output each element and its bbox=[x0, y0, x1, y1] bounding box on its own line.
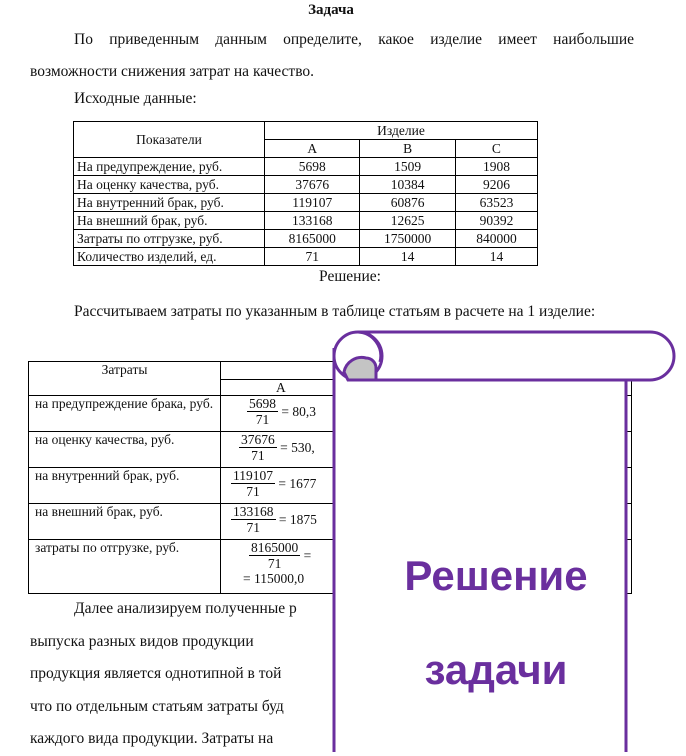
solution-heading: Решение: bbox=[319, 268, 381, 285]
table-row bbox=[74, 248, 538, 266]
table-row bbox=[74, 212, 538, 230]
row-label: Затраты по отгрузке, руб. bbox=[74, 230, 265, 248]
analysis-line: что по отдельным статьям затраты буд bbox=[30, 697, 284, 715]
cell-c: 1908 bbox=[455, 158, 537, 176]
result-value: = bbox=[303, 548, 312, 563]
cell-a: 119107 bbox=[265, 194, 360, 212]
banner-line-1: Решение bbox=[404, 552, 588, 599]
fraction: $\frac{8165000}{71}$ bbox=[251, 540, 299, 571]
fraction: $\frac{119107}{71}$ bbox=[233, 468, 273, 499]
cell-c: 90392 bbox=[455, 212, 537, 230]
row-label: на внешний брак, руб. bbox=[29, 504, 221, 540]
row-label: на предупреждение брака, руб. bbox=[29, 396, 221, 432]
table-header-costs: Затраты bbox=[29, 362, 221, 396]
cell-b: 10384 bbox=[360, 176, 455, 194]
cell-c: 9206 bbox=[455, 176, 537, 194]
row-label: на оценку качества, руб. bbox=[29, 432, 221, 468]
source-data-label: Исходные данные: bbox=[74, 90, 197, 107]
row-label: затраты по отгрузке, руб. bbox=[29, 540, 221, 594]
scroll-banner bbox=[330, 328, 676, 752]
analysis-line: выпуска разных видов продукции bbox=[30, 632, 254, 650]
table-header-a: A bbox=[221, 380, 632, 396]
cell-c: 63523 bbox=[455, 194, 537, 212]
table-header-c: C bbox=[455, 140, 537, 158]
document-title: Задача bbox=[308, 2, 354, 18]
cell-a: 5698 bbox=[265, 158, 360, 176]
cell-b: 12625 bbox=[360, 212, 455, 230]
cell-b: 1750000 bbox=[360, 230, 455, 248]
row-label: На внешний брак, руб. bbox=[74, 212, 265, 230]
paragraph-task: По приведенным данным определите, какое изделие имеет наибольшие возможности снижения затрат на качество. bbox=[30, 31, 634, 80]
row-label: на внутренний брак, руб. bbox=[29, 468, 221, 504]
table-header-product: Изделие bbox=[265, 122, 538, 140]
result-value: = 1677 bbox=[278, 476, 317, 491]
source-data-table bbox=[73, 121, 538, 266]
result-value: = 530, bbox=[280, 440, 315, 455]
table-row bbox=[74, 230, 538, 248]
table-header-b: B bbox=[360, 140, 455, 158]
banner-line-2: задачи bbox=[424, 646, 568, 693]
row-label: На предупреждение, руб. bbox=[74, 158, 265, 176]
cell-c: 14 bbox=[455, 248, 537, 266]
fraction: $\frac{133168}{71}$ bbox=[233, 504, 274, 535]
row-label: На внутренний брак, руб. bbox=[74, 194, 265, 212]
table-row bbox=[74, 158, 538, 176]
analysis-line: Далее анализируем полученные р bbox=[74, 600, 297, 617]
analysis-line: продукция является однотипной в той bbox=[30, 665, 282, 682]
cell-b: 60876 bbox=[360, 194, 455, 212]
cell-b: 1509 bbox=[360, 158, 455, 176]
cell-a: 8165000 bbox=[265, 230, 360, 248]
paragraph-calc: Рассчитываем затраты по указанным в таблице статьям в расчете на 1 изделие: bbox=[74, 303, 596, 320]
cell-a: 71 bbox=[265, 248, 360, 266]
cell-a: 37676 bbox=[265, 176, 360, 194]
result-value: = 80,3 bbox=[281, 404, 316, 419]
cell-b: 14 bbox=[360, 248, 455, 266]
row-label: На оценку качества, руб. bbox=[74, 176, 265, 194]
table-header-indicators: Показатели bbox=[74, 122, 265, 158]
fraction: $\frac{37676}{71}$ bbox=[241, 432, 275, 463]
fraction: $\frac{5698}{71}$ bbox=[249, 396, 276, 427]
cell-a: 133168 bbox=[265, 212, 360, 230]
result-value: = 1875 bbox=[278, 512, 317, 527]
analysis-line: каждого вида продукции. Затраты на bbox=[30, 730, 274, 747]
result-value-final: = 115000,0 bbox=[243, 571, 305, 586]
cell-c: 840000 bbox=[455, 230, 537, 248]
table-row bbox=[74, 176, 538, 194]
table-header-a: A bbox=[265, 140, 360, 158]
table-row bbox=[74, 194, 538, 212]
row-label: Количество изделий, ед. bbox=[74, 248, 265, 266]
